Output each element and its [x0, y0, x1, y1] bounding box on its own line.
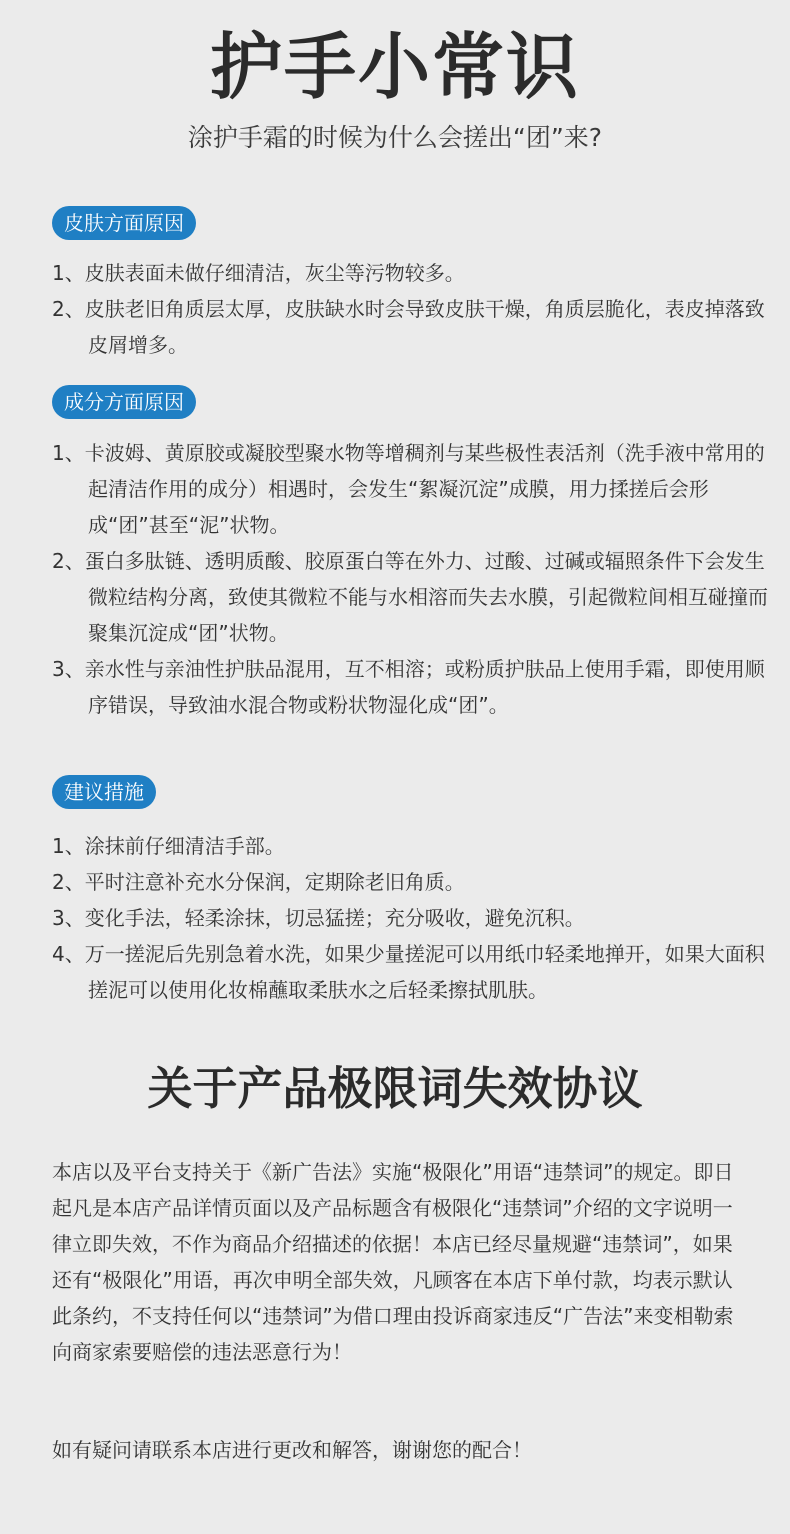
list-item: 2、蛋白多肽链、透明质酸、胶原蛋白等在外力、过酸、过碱或辐照条件下会发生微粒结构分离，致使其微粒不能与水相溶而失去水膜，引起微粒间相互碰撞而聚集沉淀成“团”状物。 — [52, 549, 768, 645]
list-item: 2、皮肤老旧角质层太厚，皮肤缺水时会导致皮肤干燥，角质层脆化，表皮掉落致皮屑增多。 — [52, 297, 765, 357]
skin-reasons-list — [52, 255, 772, 363]
agreement-body: 本店以及平台支持关于《新广告法》实施“极限化”用语“违禁词”的规定。即日起凡是本店产品详情页面以及产品标题含有极限化“违禁词”介绍的文字说明一律立即失效，不作为商品介绍描述的依据！本店已经尽量规避“违禁词”，如果还有“极限化”用语，再次申明全部失效，凡顾客在本店下单付款，均表示默认此条约，不支持任何以“违禁词”为借口理由投诉商家违反“广告法”来变相勒索向商家索要赔偿的违法恶意行为！ — [52, 1160, 734, 1364]
agreement-title: 关于产品极限词失效协议 — [147, 1062, 643, 1115]
list-item: 2、平时注意补充水分保润，定期除老旧角质。 — [52, 870, 465, 894]
list-item: 4、万一搓泥后先别急着水洗，如果少量搓泥可以用纸巾轻柔地掸开，如果大面积搓泥可以使用化妆棉蘸取柔肤水之后轻柔擦拭肌肤。 — [52, 942, 765, 1002]
list-item: 3、亲水性与亲油性护肤品混用，互不相溶；或粉质护肤品上使用手霜，即使用顺序错误，导致油水混合物或粉状物湿化成“团”。 — [52, 657, 765, 717]
section-badge-suggestions: 建议措施 — [52, 775, 156, 809]
ingredient-reasons-list — [52, 435, 772, 723]
list-item: 1、皮肤表面未做仔细清洁，灰尘等污物较多。 — [52, 261, 465, 285]
page-subtitle: 涂护手霜的时候为什么会搓出“团”来? — [187, 123, 603, 152]
list-item: 1、涂抹前仔细清洁手部。 — [52, 834, 285, 858]
list-item: 3、变化手法，轻柔涂抹，切忌猛搓；充分吸收，避免沉积。 — [52, 906, 585, 930]
list-item: 1、卡波姆、黄原胶或凝胶型聚水物等增稠剂与某些极性表活剂（洗手液中常用的起清洁作用的成分）相遇时，会发生“絮凝沉淀”成膜，用力揉搓后会形成“团”甚至“泥”状物。 — [52, 441, 765, 537]
suggestions-list — [52, 828, 772, 1008]
page-title: 护手小常识 — [209, 25, 580, 109]
section-badge-ingredients: 成分方面原因 — [52, 385, 196, 419]
section-badge-skin: 皮肤方面原因 — [52, 206, 196, 240]
agreement-footer: 如有疑问请联系本店进行更改和解答，谢谢您的配合！ — [52, 1438, 532, 1462]
